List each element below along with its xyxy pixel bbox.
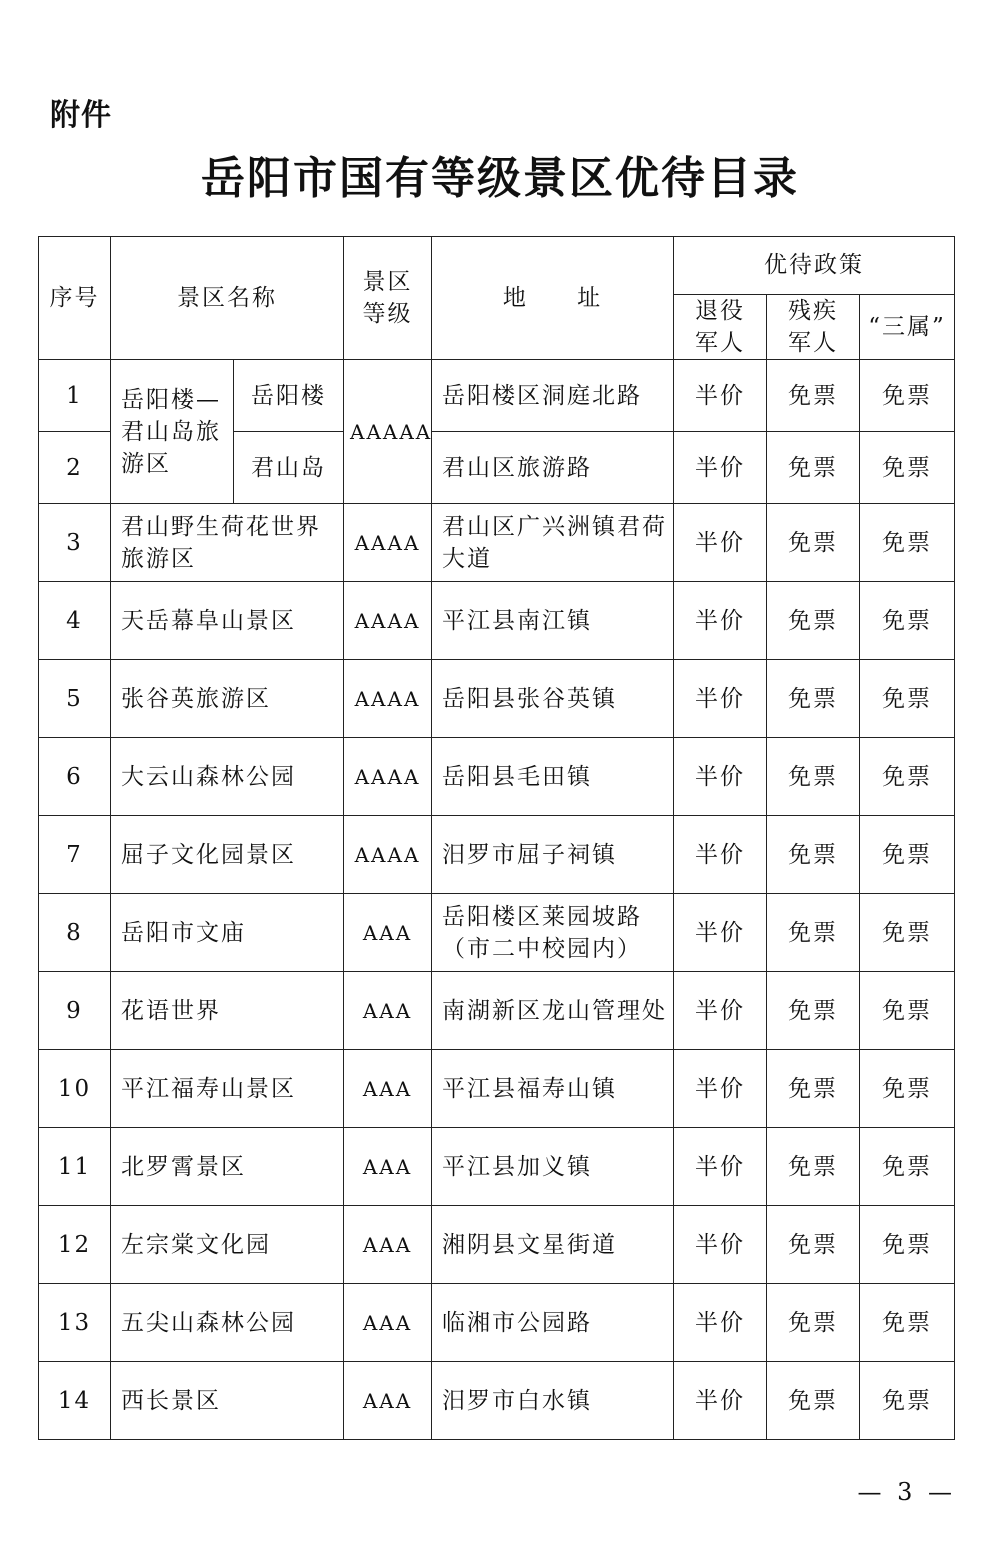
row-disabled: 免票: [767, 432, 860, 504]
row-family: 免票: [860, 738, 955, 816]
row-disabled: 免票: [767, 582, 860, 660]
row-veterans: 半价: [674, 432, 767, 504]
table-row: [39, 738, 955, 816]
table-row: [39, 1284, 955, 1362]
table-row: [39, 504, 955, 582]
row-index: 11: [39, 1128, 111, 1206]
row-index: 13: [39, 1284, 111, 1362]
row-name: 张谷英旅游区: [111, 660, 344, 738]
row-disabled: 免票: [767, 816, 860, 894]
row-grade: AAA: [344, 1128, 432, 1206]
row-disabled: 免票: [767, 360, 860, 432]
header-family: “三属”: [860, 295, 955, 360]
table-row: [39, 360, 955, 432]
row-address: 汨罗市白水镇: [432, 1362, 674, 1440]
row-veterans: 半价: [674, 582, 767, 660]
row-index: 8: [39, 894, 111, 972]
table-row: [39, 660, 955, 738]
row-name: 西长景区: [111, 1362, 344, 1440]
header-veterans: 退役军人: [674, 295, 767, 360]
row-veterans: 半价: [674, 360, 767, 432]
row-disabled: 免票: [767, 1362, 860, 1440]
row-grade: AAA: [344, 1050, 432, 1128]
table-row: [39, 972, 955, 1050]
table-row: [39, 1050, 955, 1128]
row-name: 左宗棠文化园: [111, 1206, 344, 1284]
row-index: 6: [39, 738, 111, 816]
row-family: 免票: [860, 582, 955, 660]
row-name: 岳阳市文庙: [111, 894, 344, 972]
row-veterans: 半价: [674, 1284, 767, 1362]
row-veterans: 半价: [674, 1050, 767, 1128]
row-disabled: 免票: [767, 1050, 860, 1128]
row-veterans: 半价: [674, 504, 767, 582]
row-name: 北罗霄景区: [111, 1128, 344, 1206]
row-grade: AAA: [344, 894, 432, 972]
row-grade: AAA: [344, 1284, 432, 1362]
row-index: 3: [39, 504, 111, 582]
row-address: 岳阳县张谷英镇: [432, 660, 674, 738]
row-address: 汨罗市屈子祠镇: [432, 816, 674, 894]
row-index: 10: [39, 1050, 111, 1128]
row-veterans: 半价: [674, 738, 767, 816]
row-family: 免票: [860, 660, 955, 738]
row-veterans: 半价: [674, 1128, 767, 1206]
row-index: 4: [39, 582, 111, 660]
row-disabled: 免票: [767, 1206, 860, 1284]
row-disabled: 免票: [767, 894, 860, 972]
header-policy: 优待政策: [674, 237, 955, 295]
scenic-area-table: [38, 236, 955, 1440]
row-index: 7: [39, 816, 111, 894]
row-name: 大云山森林公园: [111, 738, 344, 816]
row-veterans: 半价: [674, 816, 767, 894]
row-grade: AAAA: [344, 816, 432, 894]
row-index: 1: [39, 360, 111, 432]
row-family: 免票: [860, 1050, 955, 1128]
table-row: [39, 1206, 955, 1284]
row-grade: AAAA: [344, 504, 432, 582]
row-address: 平江县福寿山镇: [432, 1050, 674, 1128]
row-disabled: 免票: [767, 1128, 860, 1206]
row-disabled: 免票: [767, 1284, 860, 1362]
row-name: 平江福寿山景区: [111, 1050, 344, 1128]
row-index: 5: [39, 660, 111, 738]
table-row: [39, 816, 955, 894]
header-disabled: 残疾军人: [767, 295, 860, 360]
row-grade: AAA: [344, 1206, 432, 1284]
page-number: — 3 —: [857, 1478, 956, 1506]
row-grade: AAAA: [344, 660, 432, 738]
header-grade: 景区等级: [344, 237, 432, 360]
row-grade: AAA: [344, 972, 432, 1050]
page-title: 岳阳市国有等级景区优待目录: [201, 153, 799, 204]
row-family: 免票: [860, 504, 955, 582]
row-index: 9: [39, 972, 111, 1050]
row-disabled: 免票: [767, 504, 860, 582]
header-address: 地 址: [432, 237, 674, 360]
row-name: 君山野生荷花世界旅游区: [111, 504, 344, 582]
row-veterans: 半价: [674, 894, 767, 972]
row-grade: AAAA: [344, 738, 432, 816]
group-name: 岳阳楼—君山岛旅游区: [111, 360, 234, 504]
table-row: [39, 894, 955, 972]
row-family: 免票: [860, 894, 955, 972]
row-grade: AAA: [344, 1362, 432, 1440]
row-family: 免票: [860, 360, 955, 432]
attachment-label: 附件: [50, 98, 112, 133]
header-name: 景区名称: [111, 237, 344, 360]
row-address: 君山区旅游路: [432, 432, 674, 504]
table-row: [39, 1128, 955, 1206]
row-address: 君山区广兴洲镇君荷大道: [432, 504, 674, 582]
row-index: 14: [39, 1362, 111, 1440]
row-family: 免票: [860, 972, 955, 1050]
header-row: [39, 237, 955, 295]
row-address: 湘阴县文星街道: [432, 1206, 674, 1284]
row-grade: AAAA: [344, 582, 432, 660]
row-family: 免票: [860, 1284, 955, 1362]
row-family: 免票: [860, 432, 955, 504]
sub-area-name: 君山岛: [234, 432, 344, 504]
table-row: [39, 1362, 955, 1440]
row-family: 免票: [860, 816, 955, 894]
row-name: 五尖山森林公园: [111, 1284, 344, 1362]
row-family: 免票: [860, 1362, 955, 1440]
row-veterans: 半价: [674, 972, 767, 1050]
row-address: 临湘市公园路: [432, 1284, 674, 1362]
row-veterans: 半价: [674, 1206, 767, 1284]
table-row: [39, 582, 955, 660]
row-address: 岳阳楼区洞庭北路: [432, 360, 674, 432]
row-address: 岳阳县毛田镇: [432, 738, 674, 816]
sub-area-name: 岳阳楼: [234, 360, 344, 432]
row-address: 南湖新区龙山管理处: [432, 972, 674, 1050]
row-disabled: 免票: [767, 738, 860, 816]
row-name: 屈子文化园景区: [111, 816, 344, 894]
row-veterans: 半价: [674, 660, 767, 738]
row-name: 天岳幕阜山景区: [111, 582, 344, 660]
row-family: 免票: [860, 1128, 955, 1206]
row-index: 12: [39, 1206, 111, 1284]
row-index: 2: [39, 432, 111, 504]
row-disabled: 免票: [767, 972, 860, 1050]
row-family: 免票: [860, 1206, 955, 1284]
row-address: 岳阳楼区莱园坡路（市二中校园内）: [432, 894, 674, 972]
row-name: 花语世界: [111, 972, 344, 1050]
row-address: 平江县加义镇: [432, 1128, 674, 1206]
row-disabled: 免票: [767, 660, 860, 738]
group-grade: AAAAA: [344, 360, 432, 504]
row-veterans: 半价: [674, 1362, 767, 1440]
row-address: 平江县南江镇: [432, 582, 674, 660]
header-index: 序号: [39, 237, 111, 360]
